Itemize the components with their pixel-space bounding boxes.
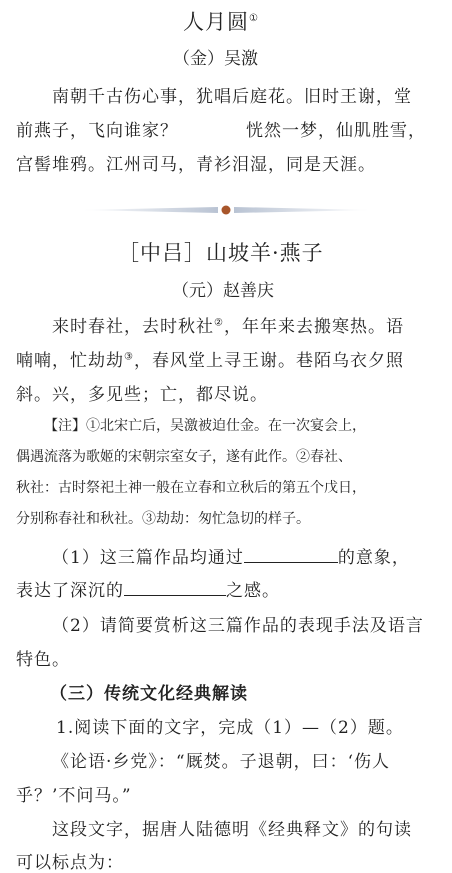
poem2-line-2 <box>16 346 404 371</box>
footnote-marker-2: ② <box>214 317 224 329</box>
question-2-line-1: （2）请简要赏析这三篇作品的表现手法及语言 <box>52 616 424 636</box>
quote-line-2: 乎？’不问马。” <box>16 786 132 806</box>
poem1-line-2: 前燕子，飞向谁家？ <box>16 121 178 141</box>
note-line-3: 秋社：古时祭祀土神一般在立春和立秋后的第五个戊日， <box>16 480 366 496</box>
section-3-heading: （三）传统文化经典解读 <box>50 684 248 704</box>
question-1-line-2 <box>16 576 280 601</box>
divider-right-bar <box>234 207 372 213</box>
note-line-1: 【注】①北宋亡后，吴激被迫仕金。在一次宴会上， <box>44 418 366 434</box>
paragraph-line-1: 这段文字，据唐人陆德明《经典释文》的句读 <box>52 820 412 840</box>
note-line-4: 分别称春社和秋社。③劫劫：匆忙急切的样子。 <box>16 511 310 527</box>
question-1-text-d: 之感。 <box>226 581 280 601</box>
quote-line-1: 《论语·乡党》：“厩焚。子退朝，曰：‘伤人 <box>52 752 390 772</box>
answer-blank-1[interactable] <box>244 546 338 563</box>
footnote-marker-3: ③ <box>124 351 134 363</box>
poem1-line-1: 南朝千古伤心事，犹唱后庭花。旧时王谢，堂 <box>52 87 412 107</box>
section-divider <box>80 203 372 217</box>
divider-dot <box>222 206 231 215</box>
question-2-line-2: 特色。 <box>16 650 70 670</box>
poem1-title-text: 人月圆 <box>183 10 249 34</box>
divider-left-bar <box>80 207 218 213</box>
poem2-line-1-a: 来时春社，去时秋社 <box>52 317 214 337</box>
poem2-author: （元）赵善庆 <box>172 281 274 301</box>
question-1-line-1 <box>52 543 410 568</box>
section-3-intro: 1.阅读下面的文字，完成（1）—（2）题。 <box>56 718 404 738</box>
poem1-title <box>183 6 259 36</box>
note-line-2: 偶遇流落为歌姬的宋朝宗室女子，遂有此作。②春社、 <box>16 449 352 465</box>
answer-blank-2[interactable] <box>124 579 226 596</box>
poem2-line-1-b: ，年年来去搬寒热。语 <box>223 317 404 337</box>
poem1-line-3: 宫髻堆鸦。江州司马，青衫泪湿，同是天涯。 <box>16 155 376 175</box>
question-1-text-b: 的意象， <box>337 548 410 568</box>
paragraph-line-2: 可以标点为： <box>16 853 124 873</box>
poem1-author: （金）吴激 <box>173 49 258 69</box>
poem2-line-2-b: ，春风堂上寻王谢。巷陌乌衣夕照 <box>133 351 404 371</box>
poem2-line-3: 斜。兴，多见些；亡，都尽说。 <box>16 385 268 405</box>
poem1-line-2b: 恍然一梦，仙肌胜雪， <box>246 121 426 141</box>
footnote-marker-1: ① <box>249 13 259 24</box>
poem2-line-1 <box>52 312 404 337</box>
poem2-line-2-a: 喃喃，忙劫劫 <box>16 351 124 371</box>
question-1-text-c: 表达了深沉的 <box>16 581 124 601</box>
poem2-title: ［中吕］山坡羊·燕子 <box>118 241 324 265</box>
question-1-text-a: （1）这三篇作品均通过 <box>52 548 244 568</box>
